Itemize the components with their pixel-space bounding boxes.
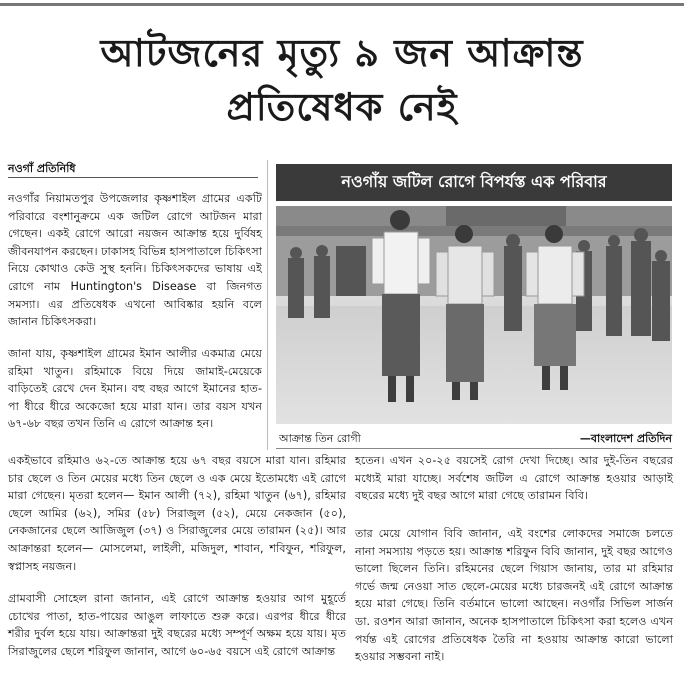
photo-credit: —বাংলাদেশ প্রতিদিন	[579, 432, 672, 445]
article-paragraph-6: তার মেয়ে যোগান বিবি জানান, এই বংশের লোকদের সমাজে চলতে নানা সমস্যায় পড়তে হয়। আক্রান্ত শরিফুন বিবি জানান, দুই বছর আগেও ভালো ছিলেন তিনি। রহিমনের ছেলে গিয়াস জানায়, তার মা রহিমার গর্ভে জন্ম নেওয়া সাত ছেলে-মেয়ের মধ্যে চারজনই এই রোগে আক্রান্ত হয়ে মারা গেছে। তিনি বর্তমানে ভালো আছেন। নওগাঁর সিভিল সার্জন ডা. রওশন আরা জানান, অনেক হাসপাতালে চিকিৎসা করা হলেও এখন পর্যন্ত এই রোগের প্রতিষেধক তৈরি না হওয়ায় আক্রান্ত কারো ভালো হওয়ার সম্ভবনা নাই।	[355, 527, 673, 664]
caption-rule	[276, 448, 672, 449]
headline-line-1: আটজনের মৃত্যু ৯ জন আক্রান্ত	[100, 31, 584, 75]
headline	[0, 26, 684, 134]
article-paragraph-2: জানা যায়, কৃষ্ণশাইল গ্রামের ইমান আলীর একমাত্র মেয়ে রহিমা খাতুন। রহিমাকে বিয়ে দিয়ে জামাই-মেয়েকে বাড়িতেই রেখে দেন ইমান। বহু বছর আগে ইমানের হাত-পা ধীরে ধীরে অকেজো হয়ে মারা যান। তার বয়স যখন ৬৭-৬৮ বছর তখন তিনি এ রোগে আক্রান্ত হন।	[8, 347, 262, 431]
byline-rule	[8, 177, 258, 178]
photo-banner: নওগাঁয় জটিল রোগে বিপর্যস্ত এক পরিবার	[276, 164, 672, 201]
byline: নওগাঁ প্রতিনিধি	[8, 162, 76, 175]
article-paragraph-3: একইভাবে রহিমাও ৬২-তে আক্রান্ত হয়ে ৬৭ বছর বয়সে মারা যান। রহিমার চার ছেলে ও তিন মেয়ের মধ্যে তিন ছেলে ও এক মেয়ে ইতোমধ্যে এই রোগে মারা গেছেন। মৃতরা হলেন— ইমান আলী (৭২), রহিমা খাতুন (৬৭), রহিমার ছেলে আমির (৬২), সমির (৫৮) সিরাজুল (৫২), মেয়ে নেকজান (৫০), নেকজানের ছেলে আজিজুল (৩৭) ও সিরাজুলের মেয়ে তারামন (২৫)। আর আক্রান্তরা হলেন— মোসলেমা, লাইলী, মজিদুল, শাবান, শবিফুন, শরিফুল, স্বপ্নাসহ নয়জন।	[8, 454, 346, 573]
photo-caption: আক্রান্ত তিন রোগী	[279, 432, 361, 445]
article-paragraph-5: হতেন। এখন ২০-২৫ বয়সেই রোগ দেখা দিচ্ছে। আর দুই-তিন বছরের মধ্যেই মারা যাচ্ছে। সর্বশেষ জটিল এ রোগে আক্রান্ত হওয়ার আড়াই বছরের মধ্যে দুই বছর আগে মারা গেছে তারামন বিবি।	[355, 454, 673, 503]
article-paragraph-1: নওগাঁর নিয়ামতপুর উপজেলার কৃষ্ণশাইল গ্রামের একটি পরিবারে বংশানুক্রমে এক জটিল রোগে আটজন মারা গেছেন। একই রোগে আরো নয়জন আক্রান্ত হয়ে দুর্বিষহ জীবনযাপন করছেন। ঢাকাসহ বিভিন্ন হাসপাতালে চিকিৎসা নিয়ে কোথাও কেউ সুস্থ হননি। চিকিৎসকদের ভাষায় এই রোগে নাম Huntington's Disease বা জিনগত সমস্যা। এর প্রতিষেধক এখনো আবিষ্কার হয়নি বলে জানান চিকিৎসকরা।	[8, 192, 262, 329]
news-photo	[276, 206, 672, 424]
top-rule	[0, 3, 684, 6]
column-divider	[267, 160, 268, 450]
article-paragraph-4: গ্রামবাসী সোহেল রানা জানান, এই রোগে আক্রান্ত হওয়ার আগ মুহূর্তে চোখের পাতা, হাত-পায়ের আঙুল লাফাতে শুরু করে। এরপর ধীরে ধীরে শরীর দুর্বল হয়ে যায়। আক্রান্তরা দুই বছরের মধ্যে সম্পূর্ণ অক্ষম হয়ে যায়। মৃত সিরাজুলের ছেলে শরিফুল জানান, আগে ৬০-৬৫ বয়সে এই রোগে আক্রান্ত	[8, 592, 346, 658]
headline-line-2: প্রতিষেধক নেই	[226, 85, 458, 129]
